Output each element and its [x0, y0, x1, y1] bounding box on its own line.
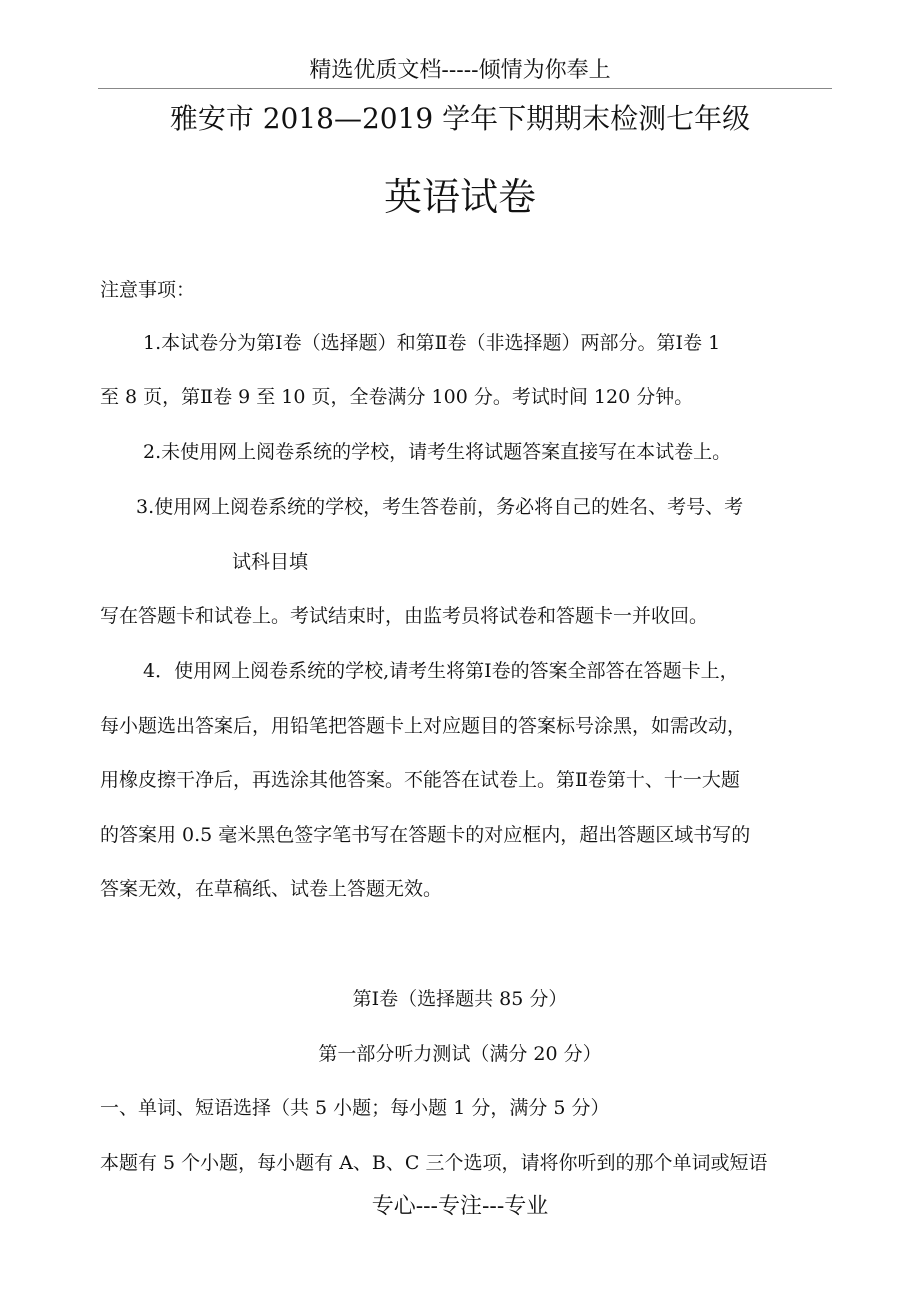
exam-title: 雅安市 2018—2019 学年下期期末检测七年级 — [169, 102, 751, 135]
notice-line: 4．使用网上阅卷系统的学校,请考生将第Ⅰ卷的答案全部答在答题卡上， — [143, 660, 739, 682]
volume-title: 第Ⅰ卷（选择题共 85 分） — [352, 988, 568, 1010]
notice-line: 写在答题卡和试卷上。考试结束时，由监考员将试卷和答题卡一并收回。 — [100, 605, 709, 627]
part-title: 第一部分听力测试（满分 20 分） — [318, 1043, 602, 1065]
notice-line: 的答案用 0.5 毫米黑色签字笔书写在答题卡的对应框内，超出答题区域书写的 — [100, 824, 751, 846]
notice-heading: 注意事项： — [100, 279, 196, 301]
notice-line: 用橡皮擦干净后，再选涂其他答案。不能答在试卷上。第Ⅱ卷第十、十一大题 — [100, 769, 740, 791]
exam-subtitle: 英语试卷 — [383, 175, 536, 219]
notice-line: 3.使用网上阅卷系统的学校，考生答卷前，务必将自己的姓名、考号、考 — [136, 496, 744, 518]
header-divider — [98, 88, 832, 89]
question-heading: 一、单词、短语选择（共 5 小题；每小题 1 分，满分 5 分） — [100, 1097, 610, 1119]
page-footer: 专心---专注---专业 — [371, 1194, 549, 1219]
page-header: 精选优质文档-----倾情为你奉上 — [309, 58, 611, 83]
notice-line: 至 8 页，第Ⅱ卷 9 至 10 页，全卷满分 100 分。考试时间 120 分钟。 — [100, 386, 694, 408]
notice-line: 试科目填 — [232, 551, 309, 573]
notice-line: 每小题选出答案后，用铅笔把答题卡上对应题目的答案标号涂黑，如需改动， — [100, 715, 747, 737]
notice-line: 答案无效，在草稿纸、试卷上答题无效。 — [100, 878, 443, 900]
notice-line: 1.本试卷分为第Ⅰ卷（选择题）和第Ⅱ卷（非选择题）两部分。第Ⅰ卷 1 — [143, 332, 721, 354]
notice-line: 2.未使用网上阅卷系统的学校，请考生将试题答案直接写在本试卷上。 — [143, 441, 732, 463]
question-text: 本题有 5 个小题，每小题有 A、B、C 三个选项，请将你听到的那个单词或短语 — [100, 1152, 768, 1174]
